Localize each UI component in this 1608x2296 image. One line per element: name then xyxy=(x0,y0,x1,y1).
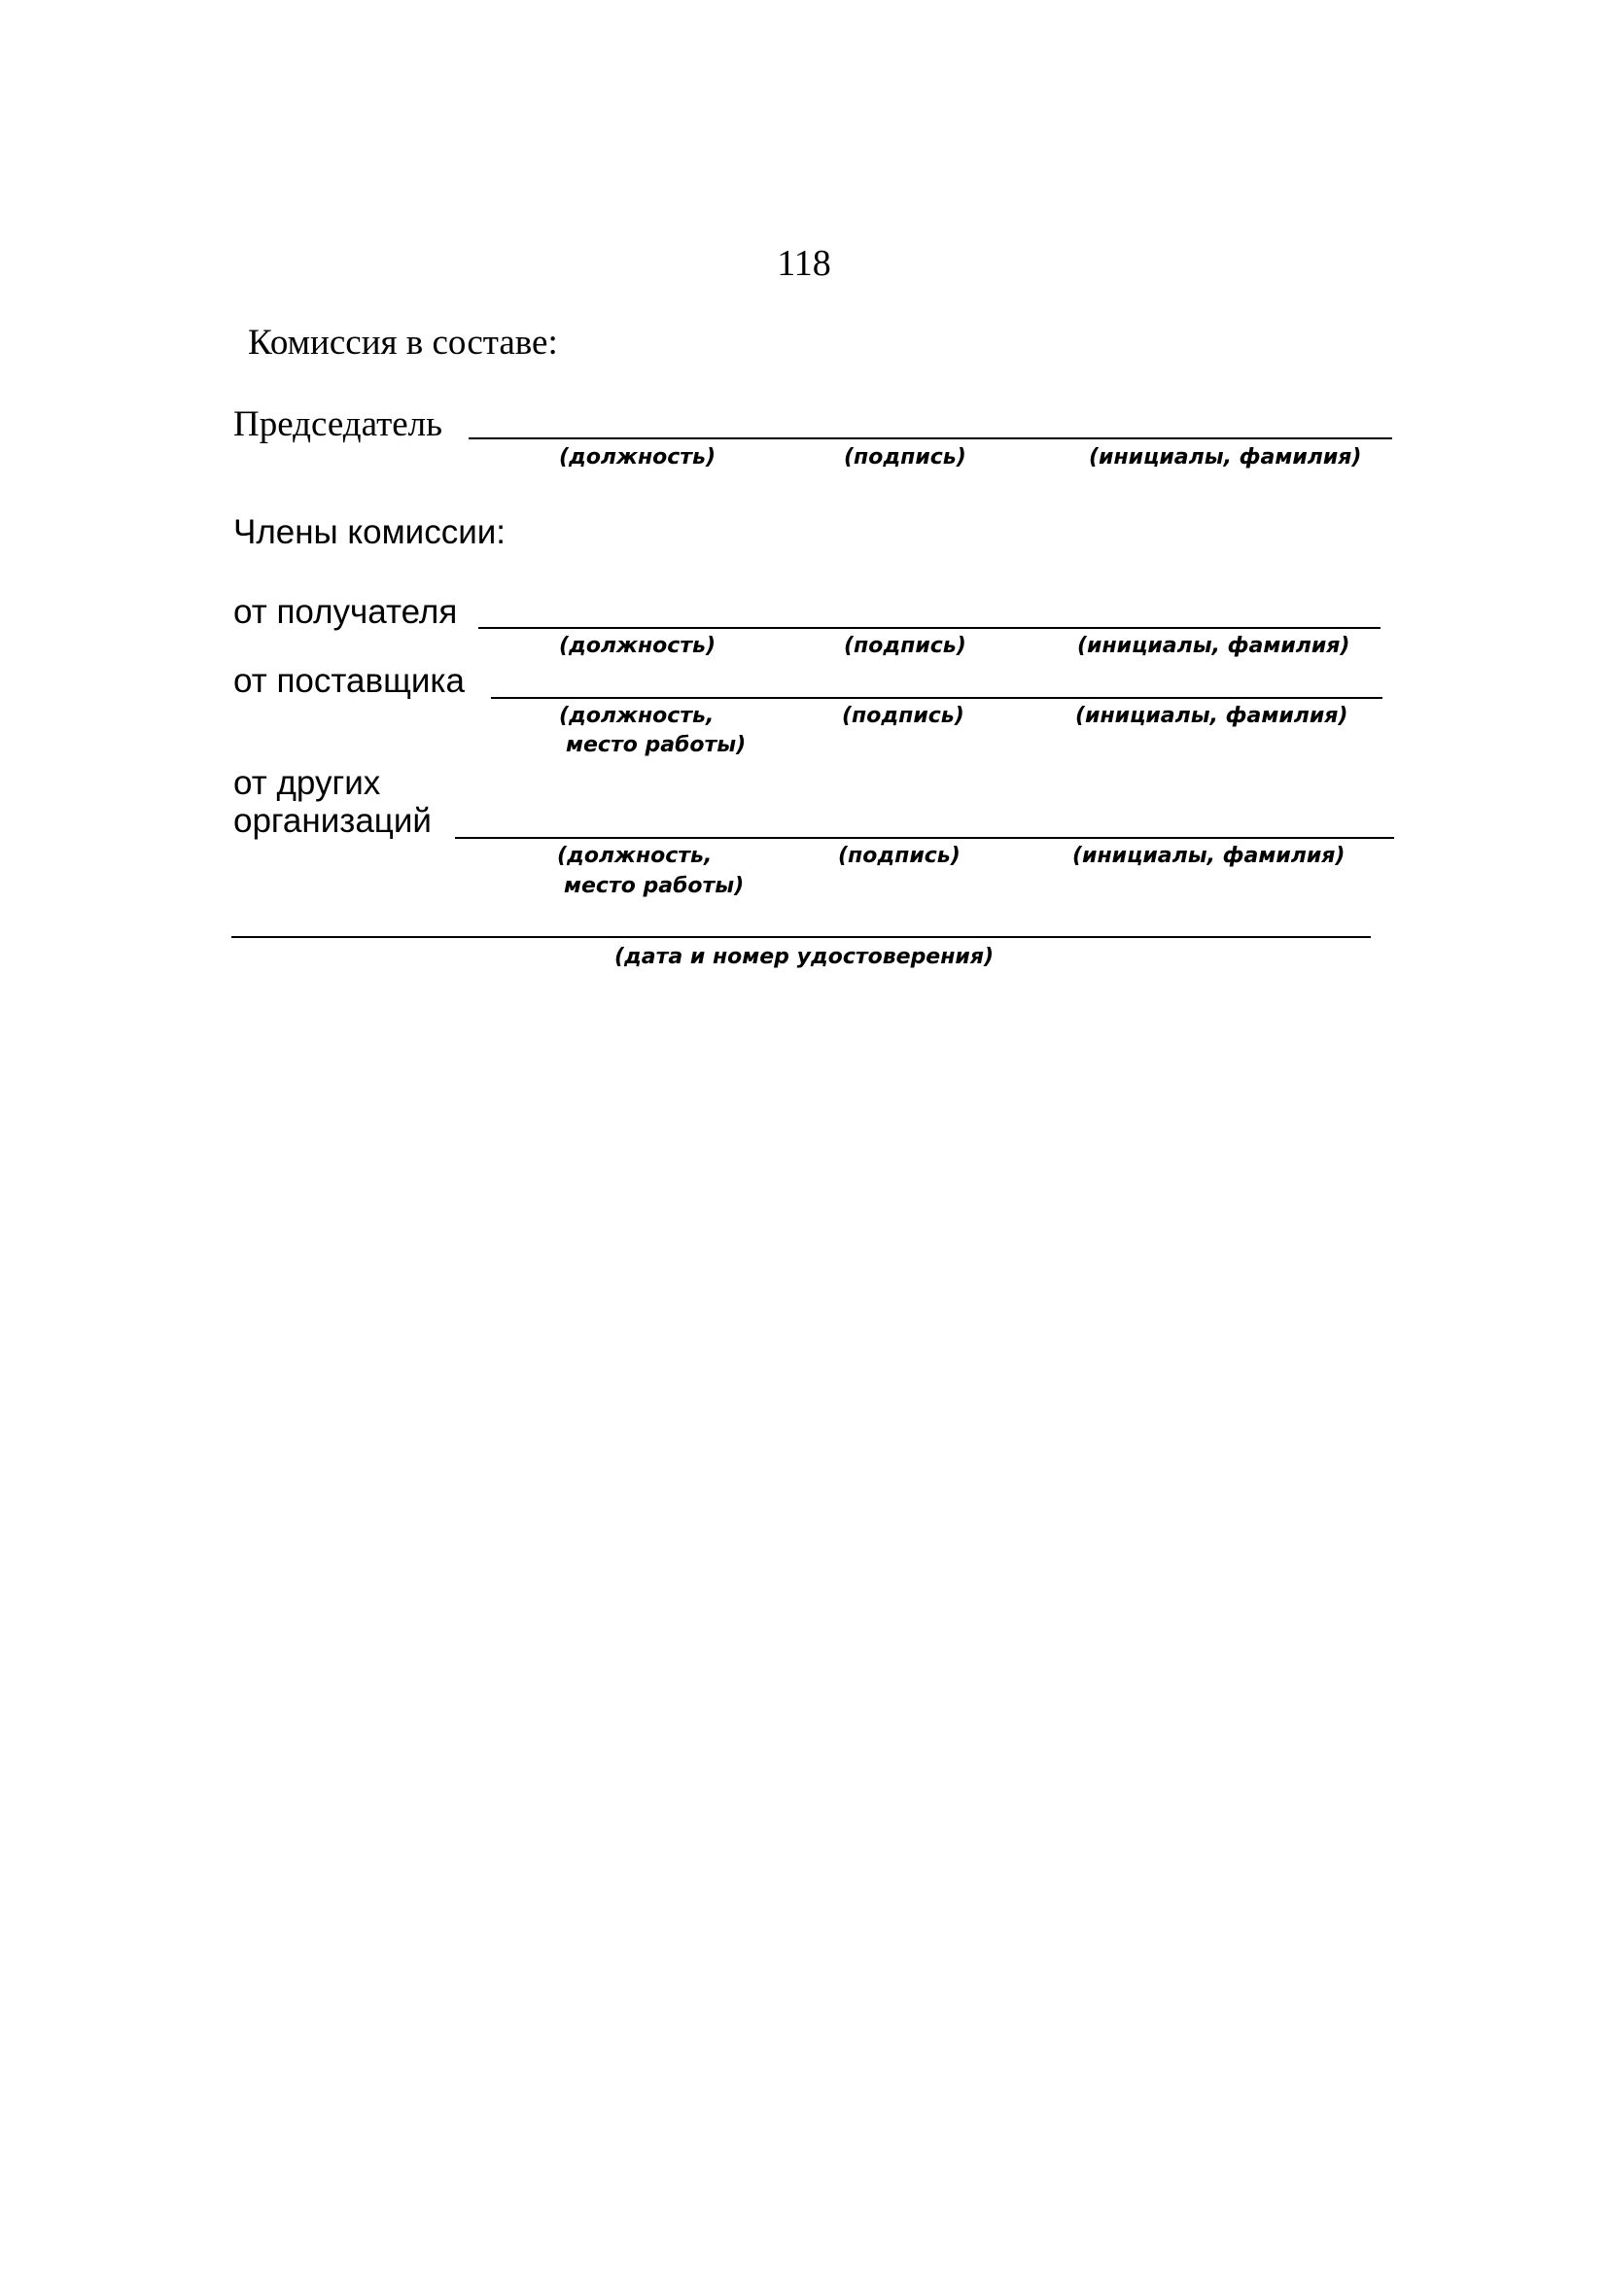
other-orgs-caption-name: (инициалы, фамилия) xyxy=(1072,844,1346,868)
chairman-caption-name: (инициалы, фамилия) xyxy=(1089,445,1362,470)
supplier-signature-line[interactable] xyxy=(491,697,1382,699)
other-orgs-caption-workplace: место работы) xyxy=(564,874,745,898)
other-orgs-caption-position: (должность, xyxy=(557,844,713,868)
supplier-caption-position: (должность, xyxy=(559,704,715,728)
page-number: 118 xyxy=(777,243,831,284)
supplier-caption-name: (инициалы, фамилия) xyxy=(1075,704,1348,728)
other-orgs-label-line1: от других xyxy=(233,764,381,802)
chairman-signature-line[interactable] xyxy=(469,437,1392,439)
certificate-caption: (дата и номер удостоверения) xyxy=(613,945,995,969)
certificate-line[interactable] xyxy=(231,936,1371,938)
recipient-caption-signature: (подпись) xyxy=(844,634,966,658)
supplier-caption-signature: (подпись) xyxy=(842,704,964,728)
commission-title: Комиссия в составе: xyxy=(248,323,558,363)
recipient-caption-name: (инициалы, фамилия) xyxy=(1077,634,1350,658)
recipient-signature-line[interactable] xyxy=(478,627,1381,629)
supplier-label: от поставщика xyxy=(233,662,465,700)
other-orgs-caption-signature: (подпись) xyxy=(838,844,961,868)
recipient-label: от получателя xyxy=(233,593,458,631)
chairman-caption-signature: (подпись) xyxy=(844,445,966,470)
recipient-caption-position: (должность) xyxy=(559,634,717,658)
supplier-caption-workplace: место работы) xyxy=(566,733,747,757)
other-orgs-signature-line[interactable] xyxy=(455,837,1394,839)
chairman-label: Председатель xyxy=(233,404,443,444)
chairman-caption-position: (должность) xyxy=(559,445,717,470)
members-title: Члены комиссии: xyxy=(233,513,507,551)
other-orgs-label-line2: организаций xyxy=(233,802,432,840)
